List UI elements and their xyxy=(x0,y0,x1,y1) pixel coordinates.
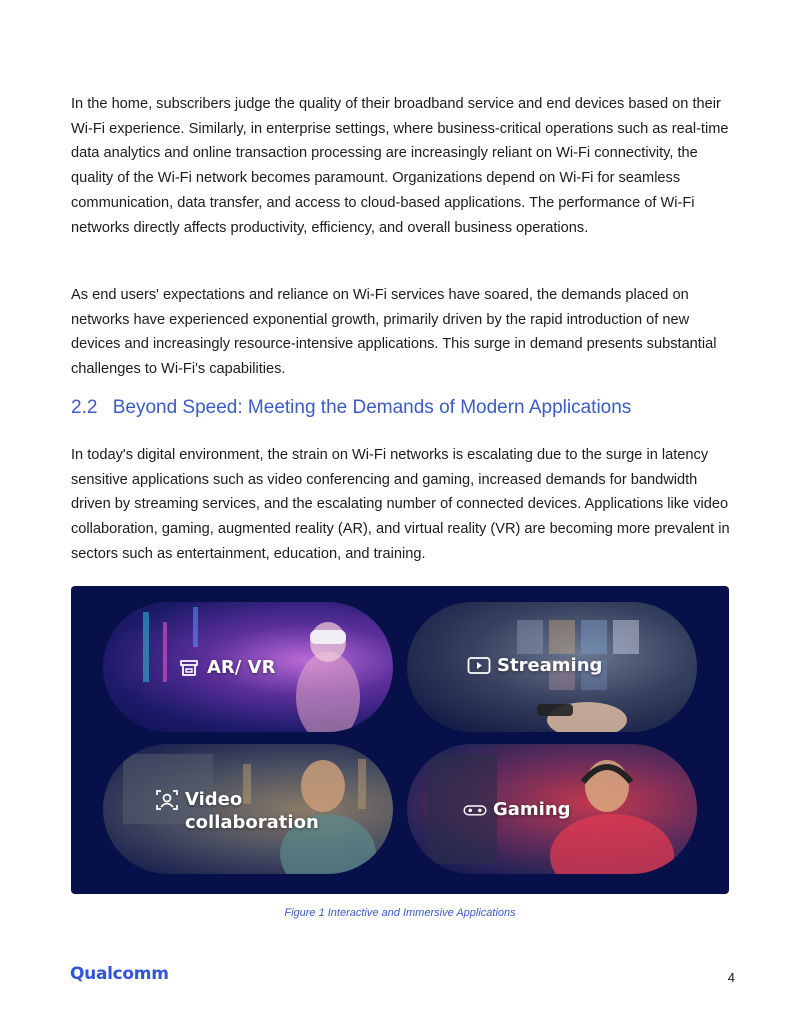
streaming-label xyxy=(467,654,602,677)
tile-ar-vr xyxy=(103,602,393,732)
page-number: 4 xyxy=(727,970,735,985)
paragraph-home-wifi: In the home, subscribers judge the quality of their broadband service and end devices based on their Wi-Fi experience. Similarly, in enterprise settings, where business-critical operations such as real-time data analytics and online transaction processing are increasingly reliant on Wi-Fi connectivity, the quality of the Wi-Fi network becomes paramount. Organizations depend on Wi-Fi for seamless communication, data transfer, and access to cloud-based applications. The performance of Wi-Fi networks directly affects productivity, efficiency, and overall business operations. xyxy=(71,96,729,236)
paragraph-demands: As end users' expectations and reliance on Wi-Fi services have soared, the demands placed on networks have experienced exponential growth, primarily driven by the rapid introduction of new devices and increasingly resource-intensive applications. This surge in demand presents substantial challenges to Wi-Fi's capabilities. xyxy=(71,287,717,378)
vr-headset-icon xyxy=(177,657,201,679)
figure-caption: Figure 1 Interactive and Immersive Applications xyxy=(284,907,516,919)
tile-streaming xyxy=(407,602,697,732)
section-title: Beyond Speed: Meeting the Demands of Modern Applications xyxy=(112,397,632,418)
video-collaboration-label xyxy=(155,788,319,834)
ar-vr-text: AR/ VR xyxy=(207,657,276,678)
applications-figure xyxy=(71,586,729,894)
section-heading xyxy=(71,397,631,419)
tile-video-collaboration xyxy=(103,744,393,874)
play-icon xyxy=(467,655,491,677)
qualcomm-logo: Qualcomm xyxy=(70,964,169,984)
gaming-label xyxy=(463,798,571,821)
video-person-icon xyxy=(155,789,179,811)
gaming-text: Gaming xyxy=(493,799,571,820)
video-collaboration-text: Video collaboration xyxy=(185,789,319,833)
gamepad-icon xyxy=(463,799,487,821)
section-number: 2.2 xyxy=(71,397,98,418)
streaming-text: Streaming xyxy=(497,655,603,676)
tile-gaming xyxy=(407,744,697,874)
paragraph-digital-environment: In today's digital environment, the strain on Wi-Fi networks is escalating due to the surge in latency sensitive applications such as video conferencing and gaming, increased demands for bandwidth driven by streaming services, and the escalating number of connected devices. Applications like video collaboration, gaming, augmented reality (AR), and virtual reality (VR) are becoming more prevalent in sectors such as entertainment, education, and training. xyxy=(71,447,730,562)
ar-vr-label xyxy=(177,656,275,679)
